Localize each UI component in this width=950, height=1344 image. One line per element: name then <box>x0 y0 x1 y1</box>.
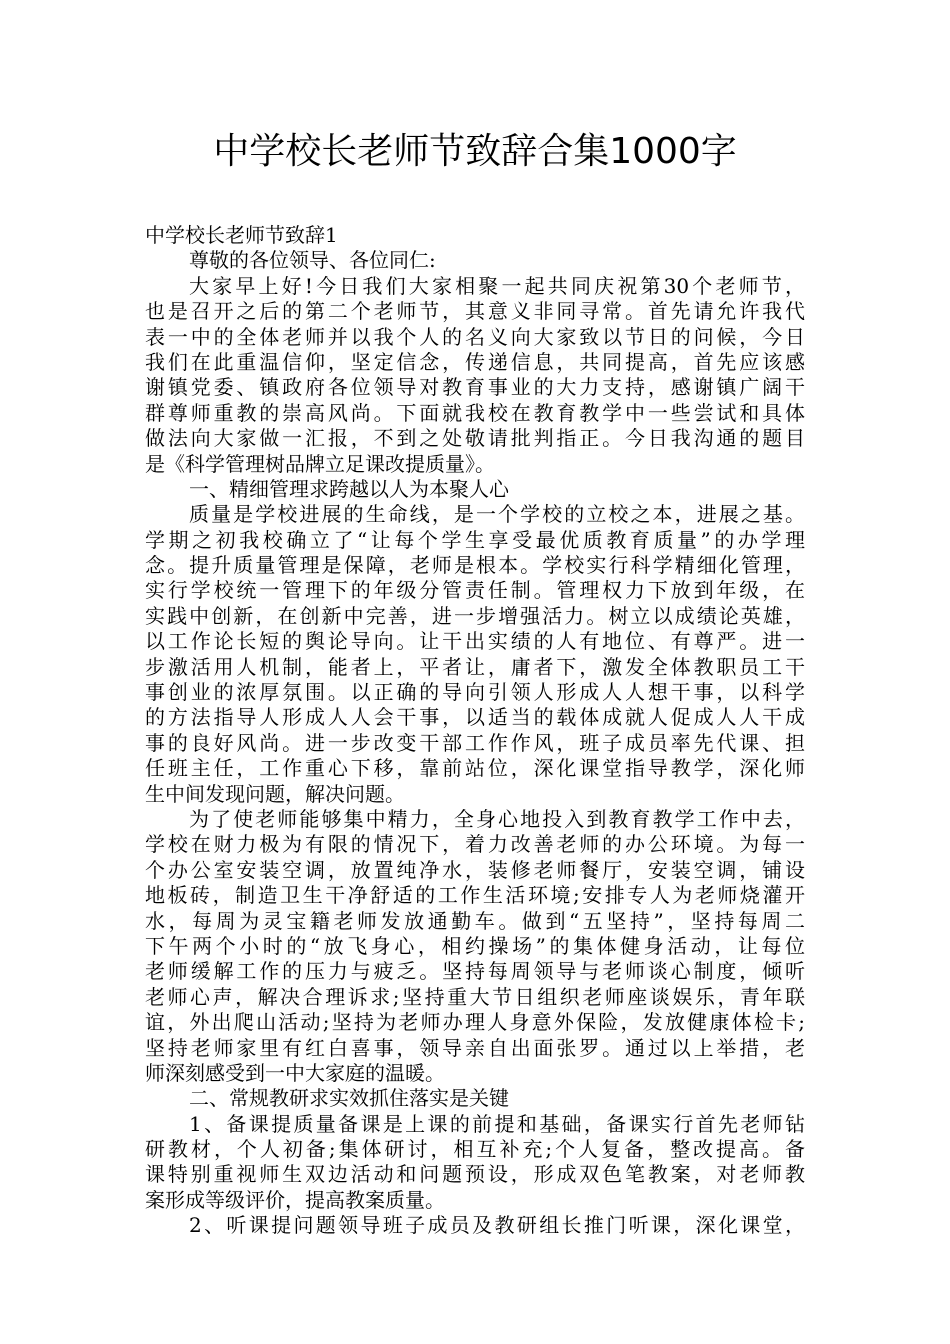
text-line: 案形成等级评价，提高教案质量。 <box>145 1187 445 1212</box>
text-line: 谢镇党委、镇政府各位领导对教育事业的大力支持，感谢镇广阔干 <box>145 375 805 400</box>
text-line: 以工作论长短的舆论导向。让干出实绩的人有地位、有尊严。进一 <box>145 629 805 654</box>
text-line: 2、听课提问题领导班子成员及教研组长推门听课，深化课堂， <box>189 1213 805 1238</box>
text-line: 也是召开之后的第二个老师节，其意义非同寻常。首先请允许我代 <box>145 299 805 324</box>
document-title: 中学校长老师节致辞合集1000字 <box>213 131 737 172</box>
text-line: 一、精细管理求跨越以人为本聚人心 <box>189 476 509 501</box>
text-line: 1、备课提质量备课是上课的前提和基础，备课实行首先老师钻 <box>189 1111 805 1136</box>
text-line: 事的良好风尚。进一步改变干部工作作风，班子成员率先代课、担 <box>145 730 805 755</box>
text-line: 实践中创新，在创新中完善，进一步增强活力。树立以成绩论英雄， <box>145 603 805 628</box>
text-line: 为了使老师能够集中精力，全身心地投入到教育教学工作中去， <box>189 806 805 831</box>
text-line: 水，每周为灵宝籍老师发放通勤车。做到“五坚持”，坚持每周二 <box>145 908 805 933</box>
text-line: 研教材，个人初备;集体研讨，相互补充;个人复备，整改提高。备 <box>145 1137 805 1162</box>
text-line: 做法向大家做一汇报，不到之处敬请批判指正。今日我沟通的题目 <box>145 426 805 451</box>
text-line: 事创业的浓厚氛围。以正确的导向引领人形成人人想干事，以科学 <box>145 680 805 705</box>
text-line: 群尊师重教的崇高风尚。下面就我校在教育教学中一些尝试和具体 <box>145 400 805 425</box>
text-line: 老师缓解工作的压力与疲乏。坚持每周领导与老师谈心制度，倾听 <box>145 959 805 984</box>
text-line: 谊，外出爬山活动;坚持为老师办理人身意外保险，发放健康体检卡; <box>145 1010 805 1035</box>
text-line: 质量是学校进展的生命线，是一个学校的立校之本，进展之基。 <box>189 502 805 527</box>
text-line: 地板砖，制造卫生干净舒适的工作生活环境;安排专人为老师烧灌开 <box>145 883 805 908</box>
text-line: 中学校长老师节致辞1 <box>145 223 338 247</box>
text-line: 坚持老师家里有红白喜事，领导亲自出面张罗。通过以上举措，老 <box>145 1035 805 1060</box>
text-line: 大家早上好!今日我们大家相聚一起共同庆祝第30个老师节， <box>189 273 805 298</box>
text-line: 二、常规教研求实效抓住落实是关键 <box>189 1086 509 1111</box>
text-line: 尊敬的各位领导、各位同仁: <box>189 248 436 273</box>
text-line: 任班主任，工作重心下移，靠前站位，深化课堂指导教学，深化师 <box>145 756 805 781</box>
text-line: 我们在此重温信仰，坚定信念，传递信息，共同提高，首先应该感 <box>145 349 805 374</box>
text-line: 学校在财力极为有限的情况下，着力改善老师的办公环境。为每一 <box>145 832 805 857</box>
text-line: 师深刻感受到一中大家庭的温暖。 <box>145 1060 445 1085</box>
text-line: 表一中的全体老师并以我个人的名义向大家致以节日的问候，今日 <box>145 324 805 349</box>
text-line: 的方法指导人形成人人会干事，以适当的载体成就人促成人人干成 <box>145 705 805 730</box>
text-line: 下午两个小时的“放飞身心，相约操场”的集体健身活动，让每位 <box>145 933 805 958</box>
text-line: 是《科学管理树品牌立足课改提质量》。 <box>145 451 495 476</box>
text-line: 生中间发现问题，解决问题。 <box>145 781 405 806</box>
text-line: 老师心声，解决合理诉求;坚持重大节日组织老师座谈娱乐，青年联 <box>145 984 805 1009</box>
document-body <box>145 223 805 1239</box>
text-line: 步激活用人机制，能者上，平者让，庸者下，激发全体教职员工干 <box>145 654 805 679</box>
text-line: 课特别重视师生双边活动和问题预设，形成双色笔教案，对老师教 <box>145 1162 805 1187</box>
text-line: 念。提升质量管理是保障，老师是根本。学校实行科学精细化管理， <box>145 553 805 578</box>
text-line: 个办公室安装空调，放置纯净水，装修老师餐厅，安装空调，铺设 <box>145 857 805 882</box>
text-line: 实行学校统一管理下的年级分管责任制。管理权力下放到年级，在 <box>145 578 805 603</box>
text-line: 学期之初我校确立了“让每个学生享受最优质教育质量”的办学理 <box>145 527 805 552</box>
